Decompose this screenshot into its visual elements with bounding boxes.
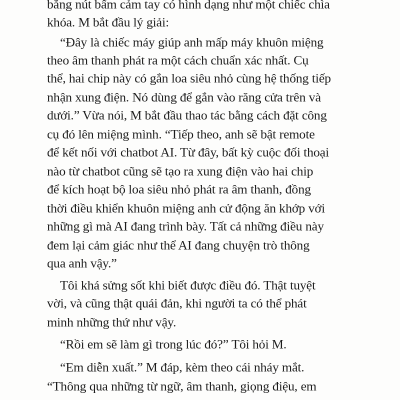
text-line: thời điều khiển khuôn miệng anh cử động ăn khớp với (46, 201, 325, 216)
text-line: “Thông qua những từ ngữ, âm thanh, giọng điệu, em (46, 379, 317, 394)
text-line: khóa. M bắt đầu lý giải: (46, 15, 169, 31)
text-line: “Đây là chiếc máy giúp anh mấp máy khuôn miệng (59, 35, 323, 50)
text-line: để kết nối với chatbot AI. Từ đây, bất kỳ cuộc đối thoại (46, 145, 329, 161)
text-line: minh những thứ như vậy. (46, 315, 177, 330)
text-line: cụ đó lên miệng mình. “Tiếp theo, anh sẽ bật remote (46, 127, 315, 142)
text-line: qua anh vậy.” (46, 256, 117, 271)
text-line: “Em diễn xuất.” M đáp, kèm theo cái nháy mắt. (59, 360, 304, 376)
text-line: những gì mà AI đang trình bày. Tất cả những điều này (46, 219, 324, 235)
text-line: theo âm thanh phát ra một cách chuẩn xác nhất. Cụ (46, 53, 309, 68)
text-line: nhận xung điện. Nó dùng để gắn vào răng cửa trên và (46, 90, 321, 105)
text-line: bằng nút bấm cảm tay có hình dạng như một chiếc chìa (46, 0, 330, 12)
text-line: thể, hai chip này có gắn loa siêu nhỏ cùng hệ thống tiếp (46, 72, 331, 87)
text-line: dưới.” Vừa nói, M bắt đầu thao tác bằng cách đặt công (46, 109, 327, 124)
text-line: để kích hoạt bộ loa siêu nhỏ phát ra âm thanh, đồng (46, 182, 311, 198)
text-line: nào từ chatbot cũng sẽ tạo ra xung điện vào hai chip (46, 164, 314, 179)
text-line: vời, và cũng thật quái đản, khi người ta có thể phát (46, 296, 307, 312)
text-line: “Rồi em sẽ làm gì trong lúc đó?” Tôi hỏi M. (59, 338, 287, 353)
text-line: Tôi khá sửng sốt khi biết được điều đó. Thật tuyệt (59, 278, 316, 293)
text-line: đem lại cảm giác như thể AI đang chuyện trò thông (46, 238, 310, 253)
